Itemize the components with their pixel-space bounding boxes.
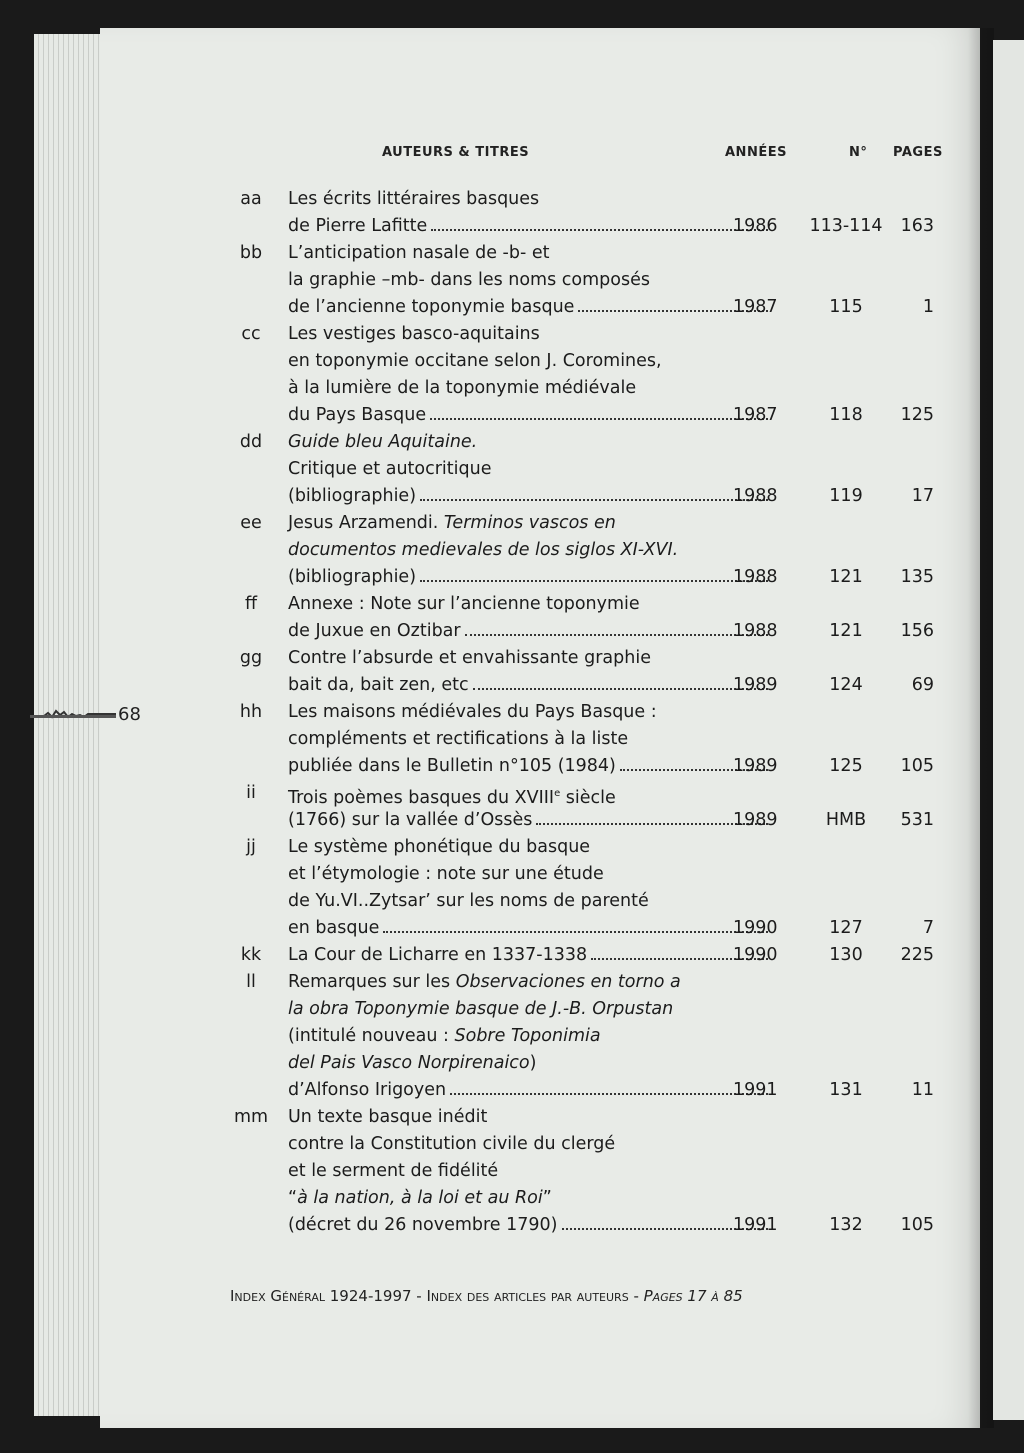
entry-title-line bbox=[288, 456, 491, 483]
entry-title-text: contre la Constitution civile du clergé bbox=[288, 1134, 616, 1154]
entry-line bbox=[0, 1158, 1024, 1185]
entry-line bbox=[0, 564, 1024, 591]
entry-line bbox=[0, 1023, 1024, 1050]
entry-title-text: et le serment de fidélité bbox=[288, 1161, 499, 1181]
entry-line bbox=[0, 537, 1024, 564]
entry-title-text: Critique et autocritique bbox=[288, 459, 492, 479]
entry-title-line bbox=[288, 591, 640, 618]
entry-line bbox=[0, 1212, 1024, 1239]
entry-title-text: Un texte basque inédit bbox=[288, 1107, 488, 1127]
entry-pages: 1 bbox=[922, 297, 934, 317]
entry-year: 1989 bbox=[733, 810, 778, 830]
entry-title-line bbox=[288, 1050, 536, 1077]
leader-dots bbox=[430, 417, 768, 420]
entry-title-line bbox=[288, 402, 770, 429]
entry-title-text: (bibliographie) bbox=[288, 567, 417, 587]
entry-line bbox=[0, 834, 1024, 861]
index-entry bbox=[0, 942, 1024, 969]
leader-dots bbox=[465, 633, 768, 636]
entry-title-text: Les écrits littéraires basques bbox=[288, 189, 540, 209]
entry-pages: 135 bbox=[900, 567, 934, 587]
entry-year: 1990 bbox=[733, 918, 778, 938]
entry-title-text: bait da, bait zen, etc bbox=[288, 675, 469, 695]
entry-code: ii bbox=[246, 783, 256, 803]
entry-title-text: Contre l’absurde et envahissante graphie bbox=[288, 648, 651, 668]
entry-number: 127 bbox=[829, 918, 863, 938]
column-header-authors-titles: AUTEURS & TITRES bbox=[382, 145, 530, 160]
entry-code: mm bbox=[233, 1107, 269, 1127]
entry-year: 1989 bbox=[733, 675, 778, 695]
entry-code: bb bbox=[239, 243, 263, 263]
entry-line bbox=[0, 807, 1024, 834]
entry-title-line bbox=[288, 834, 590, 861]
entry-line bbox=[0, 699, 1024, 726]
entry-pages: 7 bbox=[922, 918, 934, 938]
leader-dots bbox=[450, 1092, 768, 1095]
entry-code: jj bbox=[246, 837, 256, 857]
entry-pages: 105 bbox=[900, 756, 934, 776]
entry-title-line bbox=[288, 564, 770, 591]
entry-pages: 17 bbox=[911, 486, 934, 506]
entry-title-text: documentos medievales de los siglos XI-XVI. bbox=[288, 540, 679, 560]
entry-code: dd bbox=[239, 432, 263, 452]
entry-pages: 11 bbox=[911, 1080, 934, 1100]
entry-year: 1988 bbox=[733, 621, 778, 641]
leader-dots bbox=[420, 498, 768, 501]
index-entry bbox=[0, 240, 1024, 321]
leader-dots bbox=[383, 930, 768, 933]
entry-title-line bbox=[288, 1158, 498, 1185]
entry-title-text: la graphie –mb- dans les noms composés bbox=[288, 270, 650, 290]
index-entry bbox=[0, 186, 1024, 240]
entry-year: 1988 bbox=[733, 567, 778, 587]
entry-line bbox=[0, 240, 1024, 267]
entry-title-line bbox=[288, 645, 651, 672]
entry-line bbox=[0, 1050, 1024, 1077]
entry-pages: 163 bbox=[900, 216, 934, 236]
entry-title-text: Les maisons médiévales du Pays Basque : bbox=[288, 702, 657, 722]
entry-title-text: Le système phonétique du basque bbox=[288, 837, 591, 857]
entry-number: 118 bbox=[829, 405, 863, 425]
index-entry bbox=[0, 1104, 1024, 1239]
entry-title-text: L’anticipation nasale de -b- et bbox=[288, 243, 550, 263]
entry-code: ff bbox=[244, 594, 258, 614]
entry-line bbox=[0, 942, 1024, 969]
entry-title-line bbox=[288, 861, 604, 888]
entry-code: gg bbox=[239, 648, 263, 668]
entry-title-text: la obra Toponymie basque de J.-B. Orpustan bbox=[288, 999, 674, 1019]
index-entry bbox=[0, 780, 1024, 834]
entry-title-text: La Cour de Licharre en 1337-1338 bbox=[288, 945, 588, 965]
footer-section: Index des articles par auteurs - bbox=[426, 1287, 639, 1305]
index-entries bbox=[0, 186, 1024, 1239]
entry-title-line bbox=[288, 483, 770, 510]
entry-title-line bbox=[288, 915, 770, 942]
entry-title-line bbox=[288, 240, 549, 267]
leader-dots bbox=[473, 687, 768, 690]
entry-title-line bbox=[288, 969, 681, 996]
index-entry bbox=[0, 645, 1024, 699]
entry-title-line bbox=[288, 429, 477, 456]
entry-line bbox=[0, 1131, 1024, 1158]
entry-title-line bbox=[288, 213, 770, 240]
entry-year: 1987 bbox=[733, 297, 778, 317]
leader-dots bbox=[431, 228, 768, 231]
entry-line bbox=[0, 618, 1024, 645]
entry-title-line bbox=[288, 672, 770, 699]
entry-title-line bbox=[288, 186, 539, 213]
index-entry bbox=[0, 510, 1024, 591]
entry-title-line bbox=[288, 510, 616, 537]
entry-title-text: Jesus Arzamendi. Terminos vascos en bbox=[288, 513, 616, 533]
entry-line bbox=[0, 996, 1024, 1023]
entry-pages: 225 bbox=[900, 945, 934, 965]
entry-title-line bbox=[288, 1104, 487, 1131]
entry-line bbox=[0, 1104, 1024, 1131]
entry-line bbox=[0, 969, 1024, 996]
entry-line bbox=[0, 348, 1024, 375]
entry-code: hh bbox=[239, 702, 263, 722]
entry-title-line bbox=[288, 942, 770, 969]
entry-title-line bbox=[288, 321, 540, 348]
entry-line bbox=[0, 780, 1024, 807]
entry-title-text: Trois poèmes basques du XVIIIe siècle bbox=[288, 787, 616, 808]
thumb-index-tab bbox=[30, 709, 116, 719]
entry-title-text: de l’ancienne toponymie basque bbox=[288, 297, 575, 317]
entry-title-text: (bibliographie) bbox=[288, 486, 417, 506]
column-header-number: N° bbox=[849, 145, 868, 160]
entry-line bbox=[0, 861, 1024, 888]
entry-number: HMB bbox=[825, 810, 867, 830]
index-entry bbox=[0, 834, 1024, 942]
footer-page-range: Pages 17 à 85 bbox=[643, 1287, 743, 1305]
entry-line bbox=[0, 294, 1024, 321]
entry-title-text: et l’étymologie : note sur une étude bbox=[288, 864, 604, 884]
index-entry bbox=[0, 699, 1024, 780]
entry-pages: 531 bbox=[900, 810, 934, 830]
entry-number: 115 bbox=[829, 297, 863, 317]
entry-number: 121 bbox=[829, 621, 863, 641]
entry-line bbox=[0, 591, 1024, 618]
index-entry bbox=[0, 321, 1024, 429]
entry-title-text: del Pais Vasco Norpirenaico) bbox=[288, 1053, 537, 1073]
entry-number: 121 bbox=[829, 567, 863, 587]
entry-title-line bbox=[288, 267, 650, 294]
entry-title-text: de Pierre Lafitte bbox=[288, 216, 428, 236]
entry-title-line bbox=[288, 699, 657, 726]
entry-title-text: (1766) sur la vallée d’Ossès bbox=[288, 810, 533, 830]
entry-title-text: du Pays Basque bbox=[288, 405, 427, 425]
entry-year: 1988 bbox=[733, 486, 778, 506]
page-number: 68 bbox=[118, 704, 141, 725]
entry-number: 125 bbox=[829, 756, 863, 776]
entry-line bbox=[0, 402, 1024, 429]
entry-code: kk bbox=[240, 945, 262, 965]
entry-line bbox=[0, 726, 1024, 753]
entry-line bbox=[0, 267, 1024, 294]
entry-title-line bbox=[288, 618, 770, 645]
entry-line bbox=[0, 1077, 1024, 1104]
entry-code: ee bbox=[240, 513, 262, 533]
footer-years: 1924-1997 - bbox=[329, 1287, 422, 1305]
entry-title-line bbox=[288, 996, 673, 1023]
entry-line bbox=[0, 186, 1024, 213]
entry-number: 130 bbox=[829, 945, 863, 965]
entry-line bbox=[0, 375, 1024, 402]
entry-title-line bbox=[288, 1077, 770, 1104]
entry-title-text: publiée dans le Bulletin n°105 (1984) bbox=[288, 756, 616, 776]
entry-number: 131 bbox=[829, 1080, 863, 1100]
entry-line bbox=[0, 753, 1024, 780]
entry-title-text: (intitulé nouveau : Sobre Toponimia bbox=[288, 1026, 601, 1046]
entry-title-text: de Yu.VI..Zytsar’ sur les noms de parenté bbox=[288, 891, 649, 911]
entry-year: 1989 bbox=[733, 756, 778, 776]
entry-title-line bbox=[288, 807, 770, 834]
column-header-pages: PAGES bbox=[893, 145, 943, 160]
entry-pages: 69 bbox=[911, 675, 934, 695]
entry-title-text: de Juxue en Oztibar bbox=[288, 621, 461, 641]
entry-year: 1987 bbox=[733, 405, 778, 425]
entry-title-line bbox=[288, 726, 628, 753]
entry-title-line bbox=[288, 753, 770, 780]
entry-line bbox=[0, 510, 1024, 537]
entry-line bbox=[0, 429, 1024, 456]
entry-title-text: Remarques sur les Observaciones en torno a bbox=[288, 972, 681, 992]
entry-line bbox=[0, 456, 1024, 483]
entry-year: 1991 bbox=[733, 1080, 778, 1100]
entry-title-text: à la lumière de la toponymie médiévale bbox=[288, 378, 637, 398]
index-entry bbox=[0, 429, 1024, 510]
index-entry bbox=[0, 591, 1024, 645]
entry-year: 1986 bbox=[733, 216, 778, 236]
entry-code: aa bbox=[240, 189, 262, 209]
entry-year: 1990 bbox=[733, 945, 778, 965]
entry-pages: 156 bbox=[900, 621, 934, 641]
index-entry bbox=[0, 969, 1024, 1104]
entry-title-text: compléments et rectifications à la liste bbox=[288, 729, 629, 749]
entry-number: 113-114 bbox=[809, 216, 883, 236]
entry-title-text: Les vestiges basco-aquitains bbox=[288, 324, 540, 344]
entry-title-text: Guide bleu Aquitaine. bbox=[288, 432, 478, 452]
entry-code: ll bbox=[246, 972, 256, 992]
entry-line bbox=[0, 1185, 1024, 1212]
entry-line bbox=[0, 672, 1024, 699]
running-footer bbox=[230, 1287, 743, 1305]
entry-line bbox=[0, 915, 1024, 942]
entry-pages: 105 bbox=[900, 1215, 934, 1235]
column-header-years: ANNÉES bbox=[725, 145, 787, 160]
entry-title-text: d’Alfonso Irigoyen bbox=[288, 1080, 447, 1100]
entry-number: 124 bbox=[829, 675, 863, 695]
entry-year: 1991 bbox=[733, 1215, 778, 1235]
entry-title-text: (décret du 26 novembre 1790) bbox=[288, 1215, 558, 1235]
entry-line bbox=[0, 888, 1024, 915]
leader-dots bbox=[420, 579, 768, 582]
entry-line bbox=[0, 213, 1024, 240]
entry-title-line bbox=[288, 1131, 615, 1158]
entry-title-text: Annexe : Note sur l’ancienne toponymie bbox=[288, 594, 640, 614]
entry-title-text: en basque bbox=[288, 918, 380, 938]
entry-title-line bbox=[288, 294, 770, 321]
entry-title-line bbox=[288, 348, 662, 375]
entry-line bbox=[0, 483, 1024, 510]
entry-title-text: en toponymie occitane selon J. Coromines, bbox=[288, 351, 662, 371]
entry-title-line bbox=[288, 1185, 552, 1212]
entry-number: 132 bbox=[829, 1215, 863, 1235]
entry-line bbox=[0, 645, 1024, 672]
entry-title-line bbox=[288, 537, 678, 564]
entry-pages: 125 bbox=[900, 405, 934, 425]
entry-number: 119 bbox=[829, 486, 863, 506]
entry-code: cc bbox=[241, 324, 261, 344]
entry-title-line bbox=[288, 1212, 770, 1239]
entry-title-line bbox=[288, 1023, 601, 1050]
entry-line bbox=[0, 321, 1024, 348]
entry-title-line bbox=[288, 375, 636, 402]
footer-index-title: Index Général bbox=[230, 1287, 325, 1305]
entry-title-text: “à la nation, à la loi et au Roi” bbox=[288, 1188, 552, 1208]
entry-title-line bbox=[288, 888, 649, 915]
